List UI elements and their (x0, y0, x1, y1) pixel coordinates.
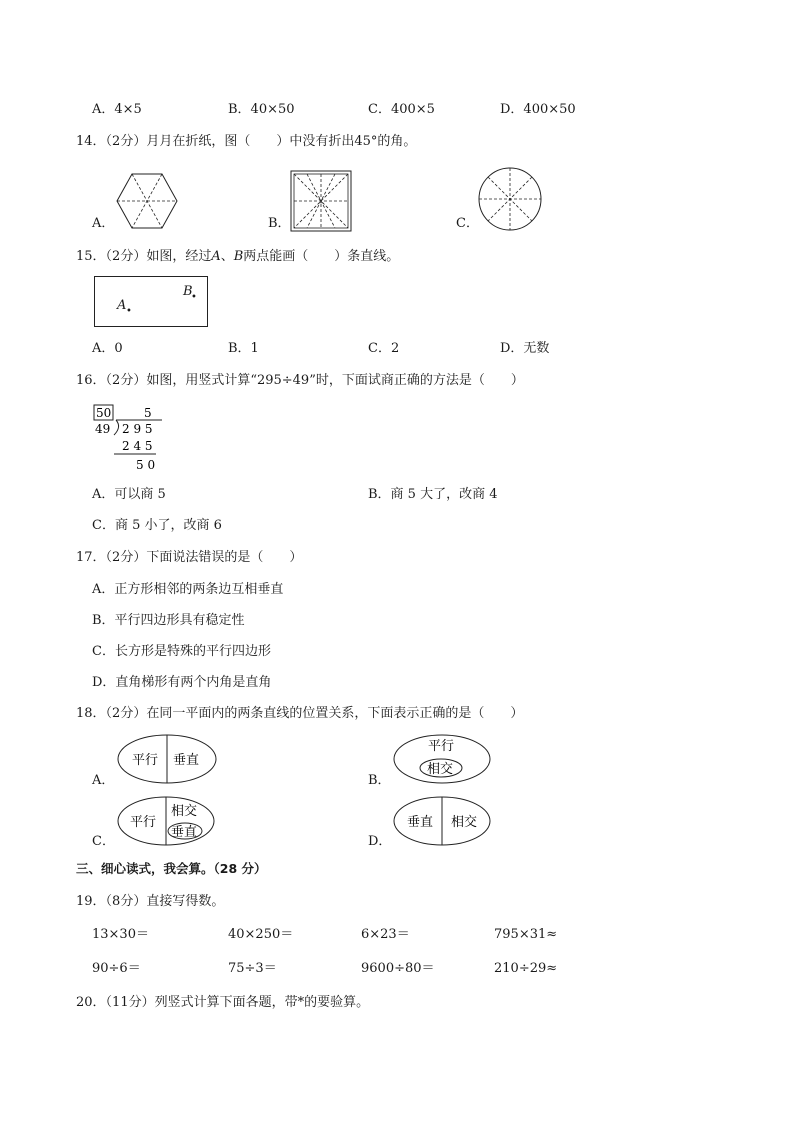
q13-option-a[interactable]: A．4×5 (92, 102, 142, 117)
q20-stem: 20．（11分）列竖式计算下面各题，带*的要验算。 (76, 995, 370, 1010)
venn-diagram-d (392, 795, 492, 847)
q17-stem: 17．（2分）下面说法错误的是（ ） (76, 550, 303, 565)
q17-option-b[interactable]: B．平行四边形具有稳定性 (92, 613, 245, 628)
q17-option-d[interactable]: D．直角梯形有两个内角是直角 (92, 675, 272, 690)
q15-stem: 15．（2分）如图，经过A、B两点能画（ ）条直线。 (76, 249, 400, 264)
q16-option-b[interactable]: B．商 5 大了，改商 4 (368, 487, 498, 502)
q19-r1-c3: 6×23＝ (361, 927, 410, 942)
venn-diagram-a (116, 733, 218, 785)
q13-option-b[interactable]: B．40×50 (228, 102, 295, 117)
q14-label-b[interactable]: B． (268, 216, 291, 231)
svg-text:垂直: 垂直 (407, 815, 434, 830)
q18-label-a[interactable]: A． (92, 773, 115, 788)
q14-label-a[interactable]: A． (92, 216, 115, 231)
q19-r1-c1: 13×30＝ (92, 927, 149, 942)
svg-text:平行: 平行 (130, 815, 157, 830)
divisor: 49 (95, 422, 111, 436)
quotient: 5 (144, 406, 152, 420)
q19-stem: 19．（8分）直接写得数。 (76, 894, 225, 909)
trial-box-value: 50 (96, 406, 112, 420)
q15-option-b[interactable]: B．1 (228, 341, 259, 356)
section-3-title: 三、细心读式，我会算。（28 分） (76, 861, 267, 876)
svg-text:平行: 平行 (428, 739, 455, 754)
remainder: 5 0 (136, 458, 156, 472)
point-a-label: A (117, 298, 127, 313)
q19-r2-c3: 9600÷80＝ (361, 961, 435, 976)
long-division-figure (92, 404, 172, 476)
point-b-label: B (183, 284, 193, 299)
q15-rectangle: A • B • (94, 276, 208, 327)
svg-text:垂直: 垂直 (173, 753, 200, 768)
q18-label-c[interactable]: C． (92, 834, 115, 849)
q15-option-d[interactable]: D．无数 (500, 341, 550, 356)
q18-label-d[interactable]: D． (368, 834, 392, 849)
q16-option-c[interactable]: C．商 5 小了，改商 6 (92, 518, 222, 533)
square-figure (290, 170, 352, 232)
q15-option-c[interactable]: C．2 (368, 341, 400, 356)
q18-label-b[interactable]: B． (368, 773, 391, 788)
q17-option-c[interactable]: C．长方形是特殊的平行四边形 (92, 644, 271, 659)
svg-text:相交: 相交 (171, 804, 198, 819)
hexagon-figure (116, 172, 180, 230)
q18-stem: 18．（2分）在同一平面内的两条直线的位置关系，下面表示正确的是（ ） (76, 706, 524, 721)
q14-stem: 14．（2分）月月在折纸，图（ ）中没有折出45°的角。 (76, 134, 417, 149)
venn-diagram-b (392, 733, 492, 785)
svg-text:平行: 平行 (132, 753, 159, 768)
q13-option-c[interactable]: C．400×5 (368, 102, 435, 117)
venn-diagram-c (116, 795, 216, 847)
dividend: 2 9 5 (122, 422, 153, 436)
q16-option-a[interactable]: A．可以商 5 (92, 487, 166, 502)
q13-option-d[interactable]: D．400×50 (500, 102, 576, 117)
svg-text:相交: 相交 (427, 762, 454, 777)
q19-r2-c1: 90÷6＝ (92, 961, 141, 976)
q15-option-a[interactable]: A．0 (92, 341, 123, 356)
q19-r2-c2: 75÷3＝ (228, 961, 277, 976)
q17-option-a[interactable]: A．正方形相邻的两条边互相垂直 (92, 582, 284, 597)
q14-label-c[interactable]: C． (456, 216, 479, 231)
product: 2 4 5 (122, 439, 153, 453)
q19-r2-c4: 210÷29≈ (494, 961, 558, 976)
svg-text:垂直: 垂直 (171, 825, 198, 840)
svg-text:相交: 相交 (451, 815, 478, 830)
q16-stem: 16．（2分）如图，用竖式计算“295÷49”时，下面试商正确的方法是（ ） (76, 373, 524, 388)
q19-r1-c4: 795×31≈ (494, 927, 558, 942)
q19-r1-c2: 40×250＝ (228, 927, 294, 942)
circle-figure (477, 166, 543, 232)
